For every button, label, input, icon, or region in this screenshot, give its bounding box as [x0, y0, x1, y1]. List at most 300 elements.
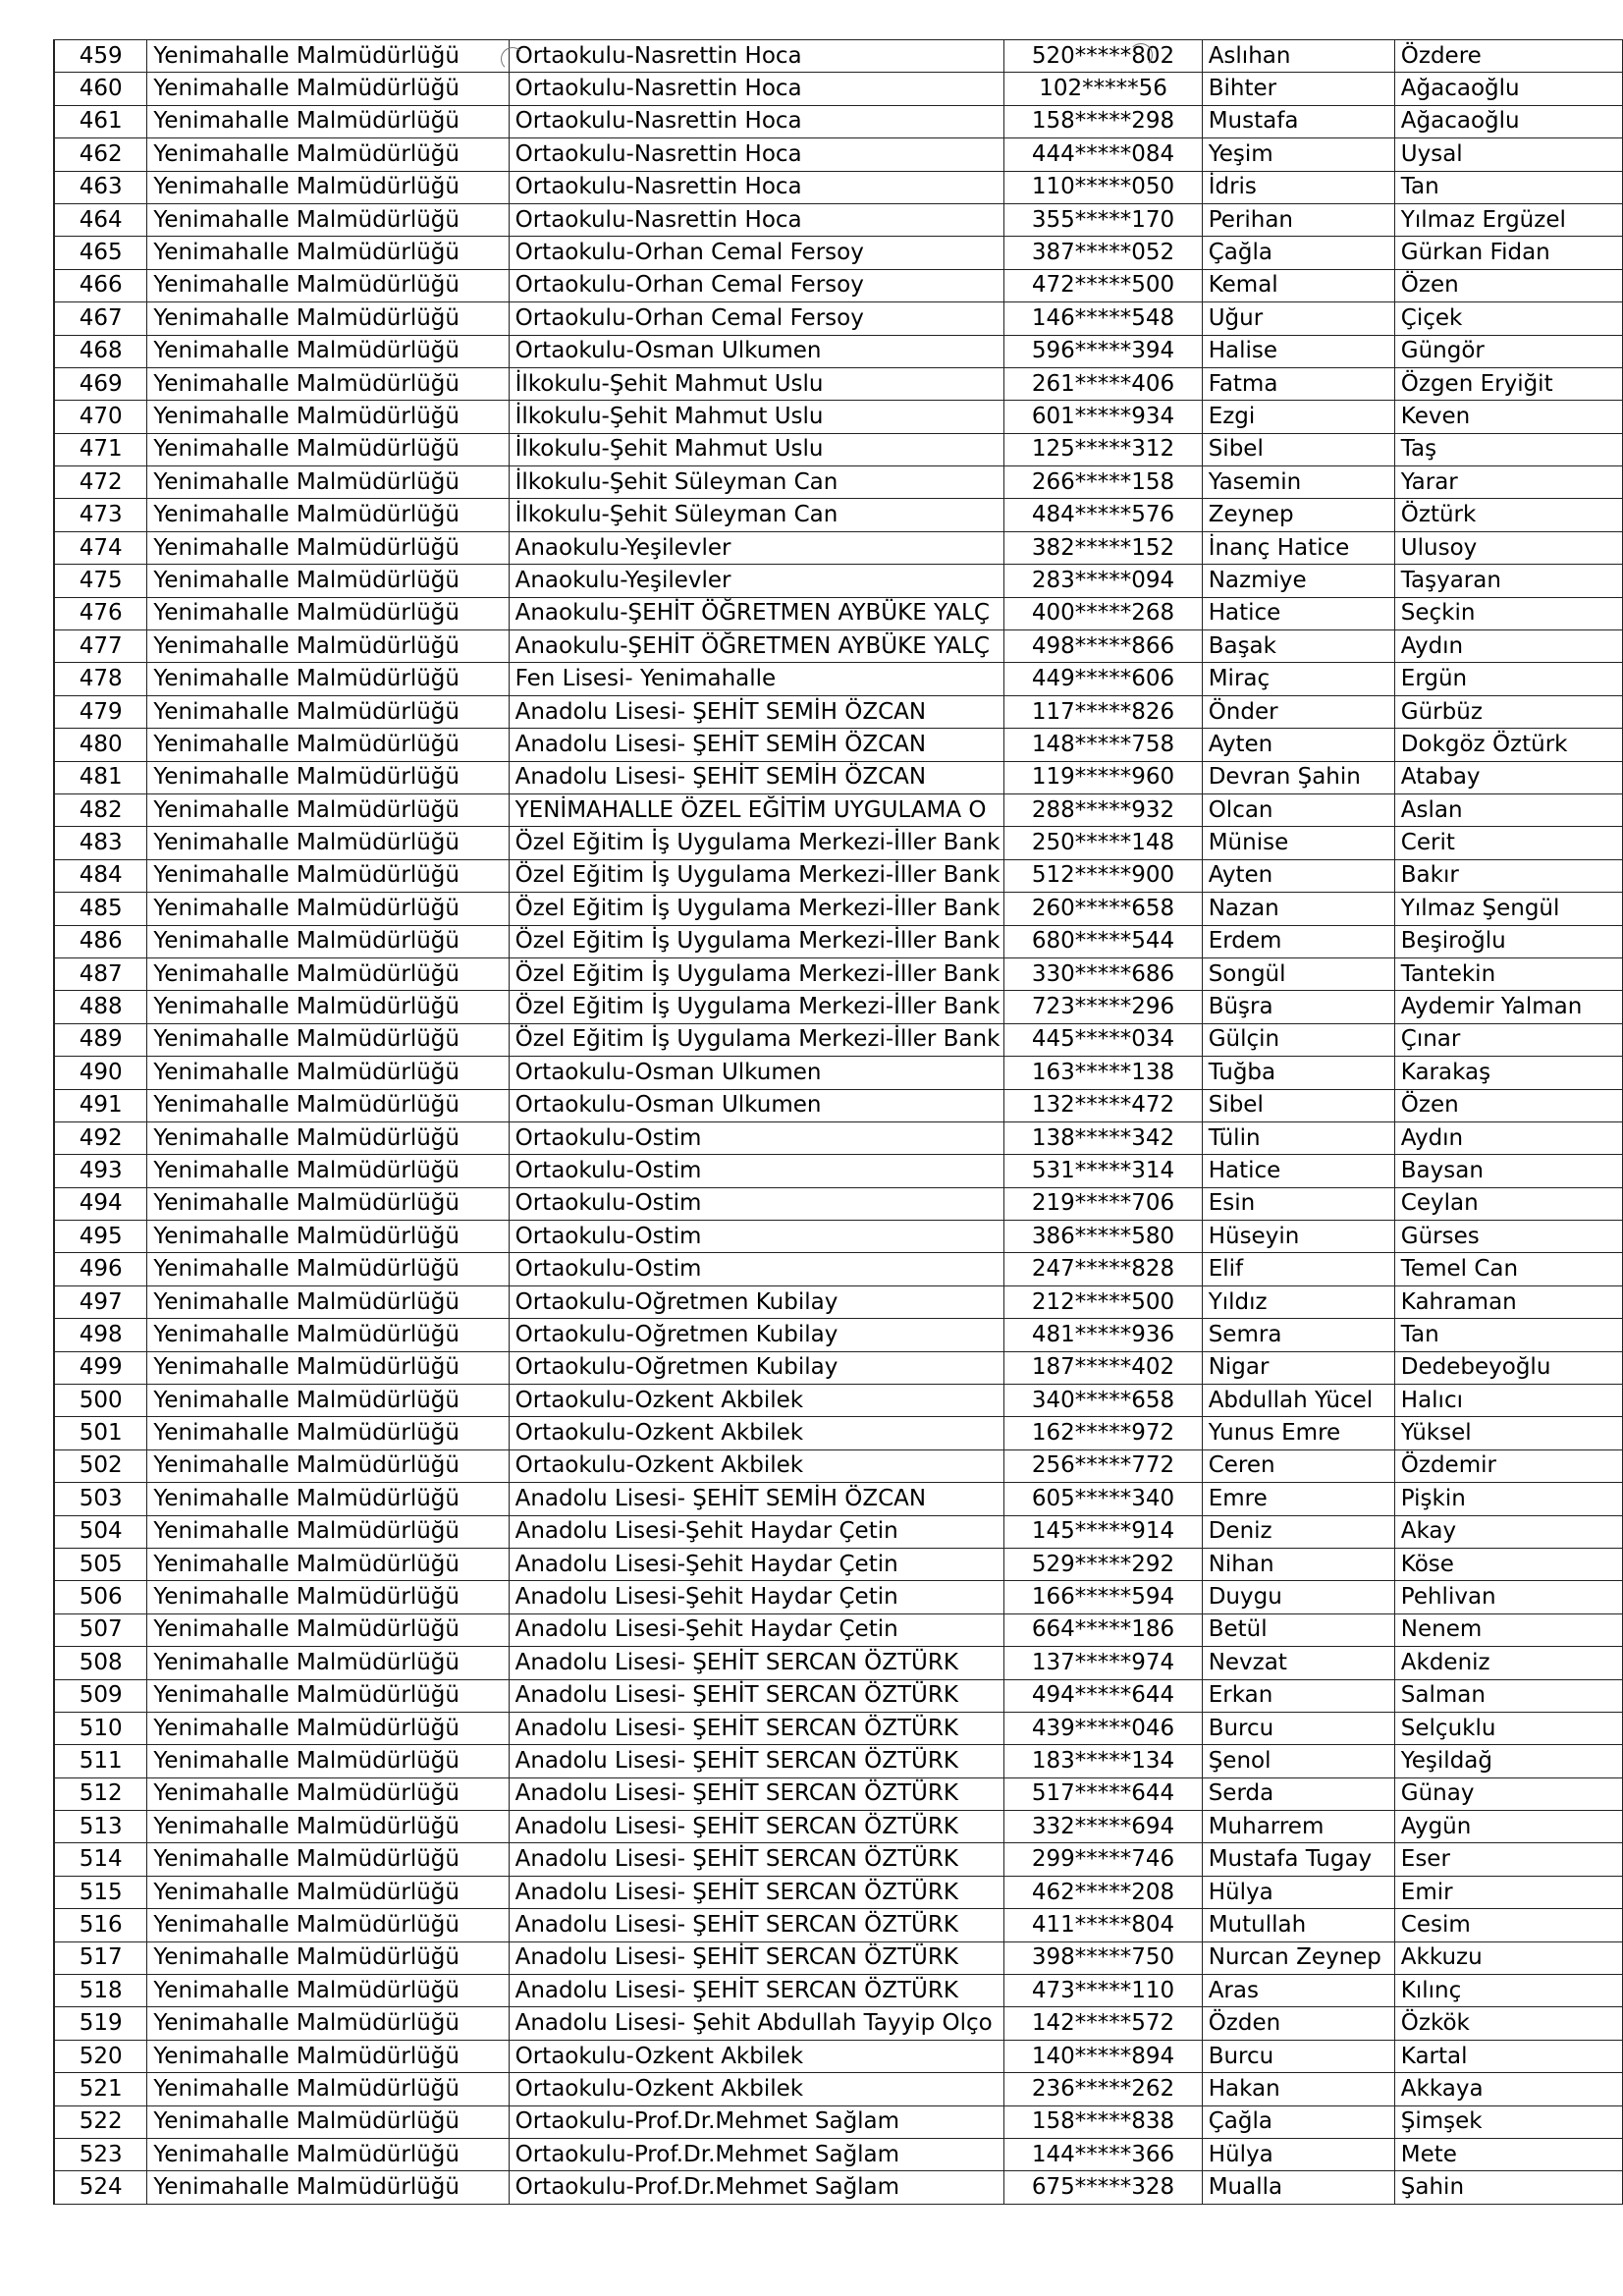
tax-office-cell: Yenimahalle Malmüdürlüğü	[147, 729, 509, 761]
first-name-cell: Erkan	[1202, 1679, 1394, 1712]
first-name-cell: Ezgi	[1202, 401, 1394, 433]
school-cell: Ortaokulu-Nasrettin Hoca	[509, 40, 1004, 73]
id-number-cell: 187*****402	[1004, 1351, 1202, 1384]
first-name-cell: Sibel	[1202, 433, 1394, 465]
table-row	[54, 138, 1623, 171]
table-row	[54, 1745, 1623, 1777]
tax-office-cell: Yenimahalle Malmüdürlüğü	[147, 237, 509, 269]
last-name-cell: Akdeniz	[1394, 1647, 1622, 1679]
last-name-cell: Emir	[1394, 1876, 1622, 1908]
id-number-cell: 449*****606	[1004, 663, 1202, 695]
tax-office-cell: Yenimahalle Malmüdürlüğü	[147, 269, 509, 301]
tax-office-cell: Yenimahalle Malmüdürlüğü	[147, 1351, 509, 1384]
scan-artifact-mark	[501, 47, 524, 71]
tax-office-cell: Yenimahalle Malmüdürlüğü	[147, 1285, 509, 1318]
tax-office-cell: Yenimahalle Malmüdürlüğü	[147, 1548, 509, 1580]
id-number-cell: 330*****686	[1004, 957, 1202, 990]
id-number-cell: 260*****658	[1004, 893, 1202, 925]
tax-office-cell: Yenimahalle Malmüdürlüğü	[147, 1909, 509, 1941]
id-number-cell: 125*****312	[1004, 433, 1202, 465]
last-name-cell: Taş	[1394, 433, 1622, 465]
school-cell: Anadolu Lisesi- ŞEHİT SERCAN ÖZTÜRK	[509, 1811, 1004, 1843]
last-name-cell: Ceylan	[1394, 1187, 1622, 1220]
id-number-cell: 444*****084	[1004, 138, 1202, 171]
first-name-cell: Serda	[1202, 1777, 1394, 1810]
last-name-cell: Kılınç	[1394, 1975, 1622, 2007]
id-number-cell: 162*****972	[1004, 1417, 1202, 1449]
id-number-cell: 119*****960	[1004, 761, 1202, 793]
school-cell: Ortaokulu-Ozkent Akbilek	[509, 1385, 1004, 1417]
row-number-cell: 485	[54, 893, 147, 925]
first-name-cell: Aslıhan	[1202, 40, 1394, 73]
id-number-cell: 596*****394	[1004, 335, 1202, 367]
tax-office-cell: Yenimahalle Malmüdürlüğü	[147, 2139, 509, 2171]
tax-office-cell: Yenimahalle Malmüdürlüğü	[147, 1253, 509, 1285]
school-cell: Anadolu Lisesi- ŞEHİT SERCAN ÖZTÜRK	[509, 1843, 1004, 1876]
row-number-cell: 478	[54, 663, 147, 695]
table-row	[54, 1089, 1623, 1121]
table-row	[54, 1319, 1623, 1351]
school-cell: Ortaokulu-Ostim	[509, 1187, 1004, 1220]
school-cell: Ortaokulu-Nasrettin Hoca	[509, 138, 1004, 171]
last-name-cell: Aslan	[1394, 793, 1622, 826]
last-name-cell: Karakaş	[1394, 1057, 1622, 1089]
last-name-cell: Pehlivan	[1394, 1581, 1622, 1613]
first-name-cell: İnanç Hatice	[1202, 531, 1394, 564]
id-number-cell: 158*****838	[1004, 2105, 1202, 2138]
table-row	[54, 1811, 1623, 1843]
id-number-cell: 256*****772	[1004, 1449, 1202, 1482]
school-cell: Ortaokulu-Ostim	[509, 1121, 1004, 1154]
first-name-cell: Hülya	[1202, 1876, 1394, 1908]
id-number-cell: 212*****500	[1004, 1285, 1202, 1318]
tax-office-cell: Yenimahalle Malmüdürlüğü	[147, 1712, 509, 1744]
id-number-cell: 473*****110	[1004, 1975, 1202, 2007]
first-name-cell: Yasemin	[1202, 466, 1394, 499]
last-name-cell: Yılmaz Ergüzel	[1394, 203, 1622, 236]
school-cell: Anadolu Lisesi- ŞEHİT SEMİH ÖZCAN	[509, 729, 1004, 761]
row-number-cell: 517	[54, 1941, 147, 1974]
id-number-cell: 601*****934	[1004, 401, 1202, 433]
last-name-cell: Güngör	[1394, 335, 1622, 367]
id-number-cell: 484*****576	[1004, 499, 1202, 531]
school-cell: Ortaokulu-Oğretmen Kubilay	[509, 1351, 1004, 1384]
school-cell: Ortaokulu-Prof.Dr.Mehmet Sağlam	[509, 2139, 1004, 2171]
tax-office-cell: Yenimahalle Malmüdürlüğü	[147, 695, 509, 728]
school-cell: İlkokulu-Şehit Süleyman Can	[509, 499, 1004, 531]
first-name-cell: İdris	[1202, 171, 1394, 203]
table-row	[54, 499, 1623, 531]
row-number-cell: 504	[54, 1515, 147, 1548]
tax-office-cell: Yenimahalle Malmüdürlüğü	[147, 1777, 509, 1810]
id-number-cell: 400*****268	[1004, 597, 1202, 629]
id-number-cell: 531*****314	[1004, 1155, 1202, 1187]
school-cell: İlkokulu-Şehit Süleyman Can	[509, 466, 1004, 499]
first-name-cell: Zeynep	[1202, 499, 1394, 531]
school-cell: Anadolu Lisesi- ŞEHİT SEMİH ÖZCAN	[509, 1483, 1004, 1515]
id-number-cell: 288*****932	[1004, 793, 1202, 826]
tax-office-cell: Yenimahalle Malmüdürlüğü	[147, 203, 509, 236]
last-name-cell: Ulusoy	[1394, 531, 1622, 564]
table-row	[54, 1449, 1623, 1482]
first-name-cell: Özden	[1202, 2007, 1394, 2040]
tax-office-cell: Yenimahalle Malmüdürlüğü	[147, 827, 509, 859]
row-number-cell: 502	[54, 1449, 147, 1482]
school-cell: Anadolu Lisesi- ŞEHİT SERCAN ÖZTÜRK	[509, 1647, 1004, 1679]
last-name-cell: Özen	[1394, 1089, 1622, 1121]
school-cell: Ortaokulu-Nasrettin Hoca	[509, 105, 1004, 137]
school-cell: Özel Eğitim İş Uygulama Merkezi-İller Bank	[509, 991, 1004, 1023]
tax-office-cell: Yenimahalle Malmüdürlüğü	[147, 433, 509, 465]
last-name-cell: Aydın	[1394, 630, 1622, 663]
id-number-cell: 398*****750	[1004, 1941, 1202, 1974]
last-name-cell: Eser	[1394, 1843, 1622, 1876]
tax-office-cell: Yenimahalle Malmüdürlüğü	[147, 1319, 509, 1351]
school-cell: Ortaokulu-Ostim	[509, 1155, 1004, 1187]
last-name-cell: Akkuzu	[1394, 1941, 1622, 1974]
last-name-cell: Dedebeyoğlu	[1394, 1351, 1622, 1384]
school-cell: Özel Eğitim İş Uygulama Merkezi-İller Bank	[509, 859, 1004, 892]
id-number-cell: 386*****580	[1004, 1221, 1202, 1253]
row-number-cell: 466	[54, 269, 147, 301]
last-name-cell: Halıcı	[1394, 1385, 1622, 1417]
row-number-cell: 465	[54, 237, 147, 269]
first-name-cell: Kemal	[1202, 269, 1394, 301]
first-name-cell: Mualla	[1202, 2171, 1394, 2204]
tax-office-cell: Yenimahalle Malmüdürlüğü	[147, 565, 509, 597]
id-number-cell: 498*****866	[1004, 630, 1202, 663]
id-number-cell: 219*****706	[1004, 1187, 1202, 1220]
table-row	[54, 2139, 1623, 2171]
first-name-cell: Miraç	[1202, 663, 1394, 695]
last-name-cell: Yüksel	[1394, 1417, 1622, 1449]
school-cell: Anadolu Lisesi-Şehit Haydar Çetin	[509, 1613, 1004, 1646]
id-number-cell: 445*****034	[1004, 1023, 1202, 1056]
row-number-cell: 516	[54, 1909, 147, 1941]
table-row	[54, 269, 1623, 301]
first-name-cell: Hakan	[1202, 2073, 1394, 2105]
first-name-cell: Şenol	[1202, 1745, 1394, 1777]
id-number-cell: 266*****158	[1004, 466, 1202, 499]
last-name-cell: Bakır	[1394, 859, 1622, 892]
row-number-cell: 484	[54, 859, 147, 892]
table-row	[54, 1253, 1623, 1285]
row-number-cell: 486	[54, 925, 147, 957]
first-name-cell: Abdullah Yücel	[1202, 1385, 1394, 1417]
last-name-cell: Şimşek	[1394, 2105, 1622, 2138]
table-row	[54, 40, 1623, 73]
table-row	[54, 1581, 1623, 1613]
school-cell: Özel Eğitim İş Uygulama Merkezi-İller Bank	[509, 893, 1004, 925]
row-number-cell: 469	[54, 367, 147, 400]
table-row	[54, 761, 1623, 793]
first-name-cell: Hatice	[1202, 1155, 1394, 1187]
row-number-cell: 512	[54, 1777, 147, 1810]
last-name-cell: Yarar	[1394, 466, 1622, 499]
school-cell: Anadolu Lisesi-Şehit Haydar Çetin	[509, 1515, 1004, 1548]
school-cell: Özel Eğitim İş Uygulama Merkezi-İller Bank	[509, 827, 1004, 859]
last-name-cell: Cesim	[1394, 1909, 1622, 1941]
tax-office-cell: Yenimahalle Malmüdürlüğü	[147, 1745, 509, 1777]
tax-office-cell: Yenimahalle Malmüdürlüğü	[147, 597, 509, 629]
last-name-cell: Selçuklu	[1394, 1712, 1622, 1744]
table-row	[54, 1515, 1623, 1548]
tax-office-cell: Yenimahalle Malmüdürlüğü	[147, 793, 509, 826]
first-name-cell: Yunus Emre	[1202, 1417, 1394, 1449]
first-name-cell: Uğur	[1202, 302, 1394, 335]
school-cell: Ortaokulu-Ostim	[509, 1253, 1004, 1285]
id-number-cell: 110*****050	[1004, 171, 1202, 203]
school-cell: Anadolu Lisesi- ŞEHİT SERCAN ÖZTÜRK	[509, 1941, 1004, 1974]
tax-office-cell: Yenimahalle Malmüdürlüğü	[147, 893, 509, 925]
table-row	[54, 2007, 1623, 2040]
table-row	[54, 1155, 1623, 1187]
tax-office-cell: Yenimahalle Malmüdürlüğü	[147, 335, 509, 367]
tax-office-cell: Yenimahalle Malmüdürlüğü	[147, 1417, 509, 1449]
table-row	[54, 957, 1623, 990]
tax-office-cell: Yenimahalle Malmüdürlüğü	[147, 1975, 509, 2007]
table-row	[54, 597, 1623, 629]
table-row	[54, 171, 1623, 203]
row-number-cell: 513	[54, 1811, 147, 1843]
first-name-cell: Önder	[1202, 695, 1394, 728]
row-number-cell: 482	[54, 793, 147, 826]
school-cell: Anaokulu-ŞEHİT ÖĞRETMEN AYBÜKE YALÇ	[509, 597, 1004, 629]
last-name-cell: Gürses	[1394, 1221, 1622, 1253]
last-name-cell: Günay	[1394, 1777, 1622, 1810]
table-row	[54, 1057, 1623, 1089]
row-number-cell: 505	[54, 1548, 147, 1580]
school-cell: Anadolu Lisesi-Şehit Haydar Çetin	[509, 1548, 1004, 1580]
id-number-cell: 494*****644	[1004, 1679, 1202, 1712]
tax-office-cell: Yenimahalle Malmüdürlüğü	[147, 991, 509, 1023]
id-number-cell: 387*****052	[1004, 237, 1202, 269]
personnel-table-body	[54, 40, 1623, 2205]
row-number-cell: 524	[54, 2171, 147, 2204]
school-cell: Anadolu Lisesi- Şehit Abdullah Tayyip Olço	[509, 2007, 1004, 2040]
row-number-cell: 514	[54, 1843, 147, 1876]
first-name-cell: Büşra	[1202, 991, 1394, 1023]
first-name-cell: Çağla	[1202, 237, 1394, 269]
first-name-cell: Ayten	[1202, 859, 1394, 892]
row-number-cell: 473	[54, 499, 147, 531]
school-cell: Ortaokulu-Nasrettin Hoca	[509, 203, 1004, 236]
row-number-cell: 477	[54, 630, 147, 663]
row-number-cell: 462	[54, 138, 147, 171]
first-name-cell: Yıldız	[1202, 1285, 1394, 1318]
row-number-cell: 491	[54, 1089, 147, 1121]
id-number-cell: 137*****974	[1004, 1647, 1202, 1679]
table-row	[54, 1385, 1623, 1417]
tax-office-cell: Yenimahalle Malmüdürlüğü	[147, 1679, 509, 1712]
last-name-cell: Cerit	[1394, 827, 1622, 859]
last-name-cell: Aydemir Yalman	[1394, 991, 1622, 1023]
last-name-cell: Ergün	[1394, 663, 1622, 695]
row-number-cell: 510	[54, 1712, 147, 1744]
tax-office-cell: Yenimahalle Malmüdürlüğü	[147, 40, 509, 73]
tax-office-cell: Yenimahalle Malmüdürlüğü	[147, 2040, 509, 2072]
row-number-cell: 492	[54, 1121, 147, 1154]
table-row	[54, 1941, 1623, 1974]
table-row	[54, 401, 1623, 433]
id-number-cell: 158*****298	[1004, 105, 1202, 137]
tax-office-cell: Yenimahalle Malmüdürlüğü	[147, 859, 509, 892]
school-cell: Ortaokulu-Orhan Cemal Fersoy	[509, 237, 1004, 269]
row-number-cell: 518	[54, 1975, 147, 2007]
first-name-cell: Duygu	[1202, 1581, 1394, 1613]
table-row	[54, 663, 1623, 695]
id-number-cell: 723*****296	[1004, 991, 1202, 1023]
table-row	[54, 2073, 1623, 2105]
school-cell: Özel Eğitim İş Uygulama Merkezi-İller Bank	[509, 957, 1004, 990]
school-cell: Anadolu Lisesi- ŞEHİT SERCAN ÖZTÜRK	[509, 1876, 1004, 1908]
first-name-cell: Burcu	[1202, 1712, 1394, 1744]
row-number-cell: 522	[54, 2105, 147, 2138]
row-number-cell: 494	[54, 1187, 147, 1220]
school-cell: Ortaokulu-Osman Ulkumen	[509, 335, 1004, 367]
id-number-cell: 520*****802	[1004, 40, 1202, 73]
school-cell: Anadolu Lisesi- ŞEHİT SERCAN ÖZTÜRK	[509, 1975, 1004, 2007]
id-number-cell: 247*****828	[1004, 1253, 1202, 1285]
row-number-cell: 479	[54, 695, 147, 728]
row-number-cell: 488	[54, 991, 147, 1023]
last-name-cell: Özen	[1394, 269, 1622, 301]
tax-office-cell: Yenimahalle Malmüdürlüğü	[147, 1057, 509, 1089]
table-row	[54, 1777, 1623, 1810]
id-number-cell: 132*****472	[1004, 1089, 1202, 1121]
last-name-cell: Çınar	[1394, 1023, 1622, 1056]
row-number-cell: 498	[54, 1319, 147, 1351]
table-row	[54, 1613, 1623, 1646]
first-name-cell: Perihan	[1202, 203, 1394, 236]
table-row	[54, 1909, 1623, 1941]
row-number-cell: 459	[54, 40, 147, 73]
last-name-cell: Tan	[1394, 1319, 1622, 1351]
last-name-cell: Salman	[1394, 1679, 1622, 1712]
tax-office-cell: Yenimahalle Malmüdürlüğü	[147, 138, 509, 171]
first-name-cell: Çağla	[1202, 2105, 1394, 2138]
last-name-cell: Taşyaran	[1394, 565, 1622, 597]
tax-office-cell: Yenimahalle Malmüdürlüğü	[147, 367, 509, 400]
id-number-cell: 148*****758	[1004, 729, 1202, 761]
first-name-cell: Aras	[1202, 1975, 1394, 2007]
row-number-cell: 475	[54, 565, 147, 597]
first-name-cell: Devran Şahin	[1202, 761, 1394, 793]
first-name-cell: Gülçin	[1202, 1023, 1394, 1056]
first-name-cell: Tülin	[1202, 1121, 1394, 1154]
row-number-cell: 464	[54, 203, 147, 236]
tax-office-cell: Yenimahalle Malmüdürlüğü	[147, 2007, 509, 2040]
last-name-cell: Özkök	[1394, 2007, 1622, 2040]
table-row	[54, 793, 1623, 826]
table-row	[54, 893, 1623, 925]
school-cell: YENİMAHALLE ÖZEL EĞİTİM UYGULAMA O	[509, 793, 1004, 826]
table-row	[54, 237, 1623, 269]
tax-office-cell: Yenimahalle Malmüdürlüğü	[147, 663, 509, 695]
row-number-cell: 519	[54, 2007, 147, 2040]
first-name-cell: Hatice	[1202, 597, 1394, 629]
table-row	[54, 1121, 1623, 1154]
last-name-cell: Atabay	[1394, 761, 1622, 793]
row-number-cell: 474	[54, 531, 147, 564]
table-row	[54, 1975, 1623, 2007]
school-cell: Ortaokulu-Prof.Dr.Mehmet Sağlam	[509, 2171, 1004, 2204]
id-number-cell: 283*****094	[1004, 565, 1202, 597]
first-name-cell: Nigar	[1202, 1351, 1394, 1384]
id-number-cell: 250*****148	[1004, 827, 1202, 859]
table-row	[54, 302, 1623, 335]
school-cell: Ortaokulu-Nasrettin Hoca	[509, 171, 1004, 203]
row-number-cell: 509	[54, 1679, 147, 1712]
first-name-cell: Tuğba	[1202, 1057, 1394, 1089]
last-name-cell: Yeşildağ	[1394, 1745, 1622, 1777]
last-name-cell: Kartal	[1394, 2040, 1622, 2072]
school-cell: Anaokulu-Yeşilevler	[509, 531, 1004, 564]
row-number-cell: 467	[54, 302, 147, 335]
id-number-cell: 145*****914	[1004, 1515, 1202, 1548]
table-row	[54, 565, 1623, 597]
table-row	[54, 1647, 1623, 1679]
scan-artifact-mark	[1129, 43, 1153, 67]
id-number-cell: 146*****548	[1004, 302, 1202, 335]
id-number-cell: 144*****366	[1004, 2139, 1202, 2171]
tax-office-cell: Yenimahalle Malmüdürlüğü	[147, 302, 509, 335]
id-number-cell: 605*****340	[1004, 1483, 1202, 1515]
table-row	[54, 1876, 1623, 1908]
table-row	[54, 2040, 1623, 2072]
last-name-cell: Aygün	[1394, 1811, 1622, 1843]
tax-office-cell: Yenimahalle Malmüdürlüğü	[147, 105, 509, 137]
id-number-cell: 355*****170	[1004, 203, 1202, 236]
first-name-cell: Başak	[1202, 630, 1394, 663]
row-number-cell: 521	[54, 2073, 147, 2105]
first-name-cell: Betül	[1202, 1613, 1394, 1646]
last-name-cell: Şahin	[1394, 2171, 1622, 2204]
first-name-cell: Nevzat	[1202, 1647, 1394, 1679]
tax-office-cell: Yenimahalle Malmüdürlüğü	[147, 1155, 509, 1187]
table-row	[54, 729, 1623, 761]
school-cell: Özel Eğitim İş Uygulama Merkezi-İller Bank	[509, 1023, 1004, 1056]
row-number-cell: 515	[54, 1876, 147, 1908]
school-cell: Ortaokulu-Orhan Cemal Fersoy	[509, 302, 1004, 335]
school-cell: İlkokulu-Şehit Mahmut Uslu	[509, 401, 1004, 433]
row-number-cell: 460	[54, 73, 147, 105]
school-cell: Ortaokulu-Osman Ulkumen	[509, 1057, 1004, 1089]
tax-office-cell: Yenimahalle Malmüdürlüğü	[147, 1941, 509, 1974]
last-name-cell: Temel Can	[1394, 1253, 1622, 1285]
id-number-cell: 183*****134	[1004, 1745, 1202, 1777]
last-name-cell: Uysal	[1394, 138, 1622, 171]
id-number-cell: 664*****186	[1004, 1613, 1202, 1646]
row-number-cell: 493	[54, 1155, 147, 1187]
school-cell: Anaokulu-ŞEHİT ÖĞRETMEN AYBÜKE YALÇ	[509, 630, 1004, 663]
table-row	[54, 203, 1623, 236]
row-number-cell: 470	[54, 401, 147, 433]
first-name-cell: Deniz	[1202, 1515, 1394, 1548]
table-row	[54, 695, 1623, 728]
table-row	[54, 1679, 1623, 1712]
first-name-cell: Ayten	[1202, 729, 1394, 761]
tax-office-cell: Yenimahalle Malmüdürlüğü	[147, 1023, 509, 1056]
table-row	[54, 105, 1623, 137]
first-name-cell: Elif	[1202, 1253, 1394, 1285]
id-number-cell: 517*****644	[1004, 1777, 1202, 1810]
table-row	[54, 991, 1623, 1023]
first-name-cell: Sibel	[1202, 1089, 1394, 1121]
table-row	[54, 1351, 1623, 1384]
id-number-cell: 512*****900	[1004, 859, 1202, 892]
school-cell: Ortaokulu-Prof.Dr.Mehmet Sağlam	[509, 2105, 1004, 2138]
